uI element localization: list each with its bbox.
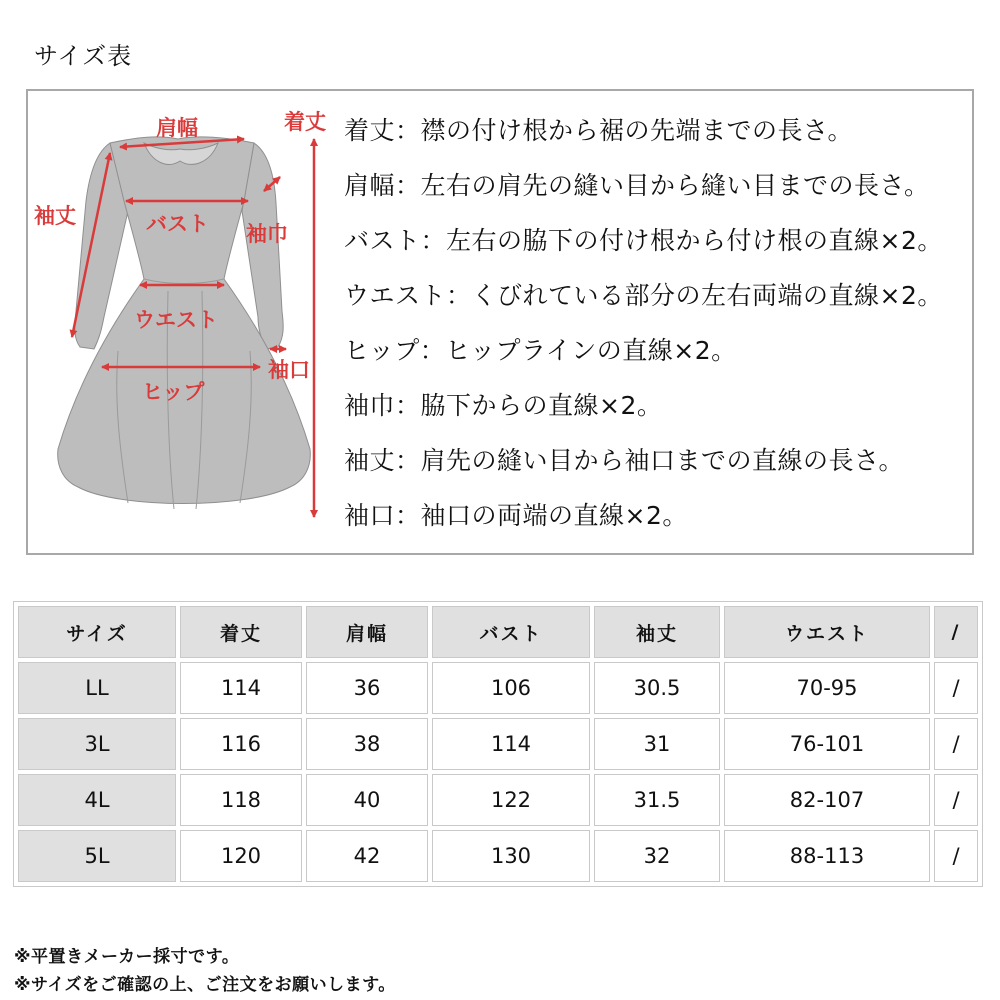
dress-measurement-figure [28, 91, 348, 553]
table-cell: 122 [432, 774, 590, 826]
table-cell: 38 [306, 718, 428, 770]
table-cell: / [934, 774, 978, 826]
label-length: 着丈 [284, 109, 326, 134]
table-cell: 42 [306, 830, 428, 882]
label-hip: ヒップ [142, 379, 205, 404]
desc-hip: ヒップ：ヒップラインの直線×2。 [344, 336, 737, 365]
note-measurement: ※平置きメーカー採寸です。 [14, 947, 240, 967]
size-cell: LL [18, 662, 176, 714]
label-sleeve-width: 袖巾 [246, 221, 288, 246]
table-cell: 120 [180, 830, 302, 882]
header-cell: サイズ [18, 606, 176, 658]
header-cell: 肩幅 [306, 606, 428, 658]
table-cell: 88-113 [724, 830, 930, 882]
note-confirm-size: ※サイズをご確認の上、ご注文をお願いします。 [14, 975, 396, 995]
table-row [18, 774, 978, 826]
label-sleeve-length: 袖丈 [34, 203, 76, 228]
table-cell: 30.5 [594, 662, 720, 714]
size-cell: 5L [18, 830, 176, 882]
label-cuff: 袖口 [268, 357, 310, 382]
table-row [18, 662, 978, 714]
desc-sleeve-width: 袖巾：脇下からの直線×2。 [344, 391, 663, 420]
desc-bust: バスト：左右の脇下の付け根から付け根の直線×2。 [344, 226, 943, 255]
table-cell: / [934, 830, 978, 882]
size-table [13, 601, 983, 887]
measurement-descriptions [344, 103, 943, 543]
table-cell: 40 [306, 774, 428, 826]
table-cell: 36 [306, 662, 428, 714]
page-title: サイズ表 [34, 42, 133, 70]
size-cell: 4L [18, 774, 176, 826]
table-cell: 82-107 [724, 774, 930, 826]
header-cell: ウエスト [724, 606, 930, 658]
table-cell: 116 [180, 718, 302, 770]
table-cell: / [934, 662, 978, 714]
table-cell: 31.5 [594, 774, 720, 826]
table-cell: 106 [432, 662, 590, 714]
table-cell: 31 [594, 718, 720, 770]
header-cell: / [934, 606, 978, 658]
table-cell: 118 [180, 774, 302, 826]
table-cell: 114 [432, 718, 590, 770]
label-bust: バスト [146, 211, 209, 236]
label-shoulder: 肩幅 [156, 115, 198, 140]
size-diagram-panel [26, 89, 974, 555]
header-cell: 着丈 [180, 606, 302, 658]
header-cell: バスト [432, 606, 590, 658]
table-cell: 70-95 [724, 662, 930, 714]
table-cell: / [934, 718, 978, 770]
table-row [18, 718, 978, 770]
table-cell: 130 [432, 830, 590, 882]
desc-sleeve-length: 袖丈：肩先の縫い目から袖口までの直線の長さ。 [344, 446, 905, 475]
desc-waist: ウエスト：くびれている部分の左右両端の直線×2。 [344, 281, 943, 310]
label-waist: ウエスト [134, 307, 218, 332]
desc-cuff: 袖口：袖口の両端の直線×2。 [344, 501, 688, 530]
table-header-row [18, 606, 978, 658]
table-row [18, 830, 978, 882]
table-cell: 114 [180, 662, 302, 714]
header-cell: 袖丈 [594, 606, 720, 658]
table-cell: 76-101 [724, 718, 930, 770]
desc-shoulder: 肩幅：左右の肩先の縫い目から縫い目までの長さ。 [344, 171, 930, 200]
table-cell: 32 [594, 830, 720, 882]
size-cell: 3L [18, 718, 176, 770]
desc-length: 着丈：襟の付け根から裾の先端までの長さ。 [344, 116, 854, 145]
